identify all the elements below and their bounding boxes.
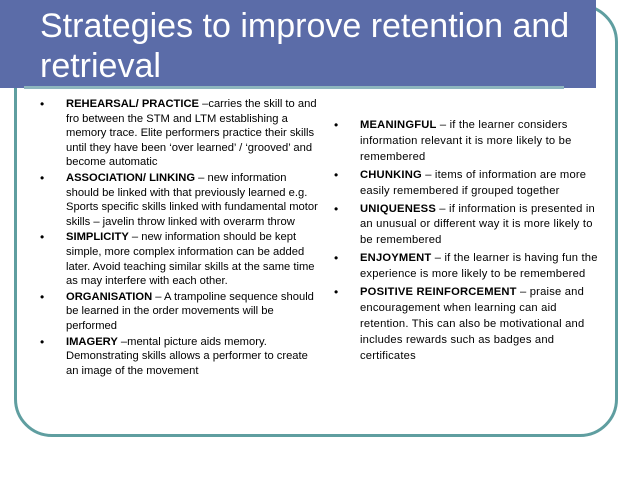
list-item <box>334 251 602 283</box>
list-item <box>40 290 320 334</box>
left-bullet-list <box>40 97 320 379</box>
item-text: – if the learner is having fun the experience is more likely to be remembered <box>360 252 598 281</box>
bullet-icon: • <box>334 118 339 132</box>
item-text: – new information should be linked with that previously learned e.g. Sports specific skills linked with fundamental motor skills – javelin throw linked with overarm throw <box>66 171 318 228</box>
item-term: POSITIVE REINFORCEMENT <box>360 286 517 299</box>
bullet-icon: • <box>334 167 339 182</box>
bullet-icon: • <box>334 201 339 216</box>
item-text: –mental picture aids memory. Demonstrating skills allows a performer to create an image of the movement <box>66 335 308 377</box>
item-term: ORGANISATION <box>66 290 153 303</box>
right-bullet-list <box>334 118 602 367</box>
list-item <box>334 118 602 166</box>
item-text: – praise and encouragement when learning can aid retention. This can also be motivational and includes rewards such as badges and certificates <box>360 286 585 362</box>
list-item <box>40 335 320 379</box>
item-term: UNIQUENESS <box>360 202 436 215</box>
list-item <box>40 230 320 288</box>
item-term: REHEARSAL/ PRACTICE <box>66 98 200 110</box>
item-text: – A trampoline sequence should be learned in the order movements will be performed <box>66 290 314 332</box>
bullet-icon: • <box>40 170 45 185</box>
list-item <box>40 97 320 170</box>
list-item <box>40 171 320 229</box>
item-text: – items of information are more easily remembered if grouped together <box>360 168 587 197</box>
item-term: ASSOCIATION/ LINKING <box>66 171 196 184</box>
title-underline <box>24 86 564 89</box>
item-term: ENJOYMENT <box>360 252 432 265</box>
bullet-icon: • <box>40 97 45 111</box>
item-term: IMAGERY <box>66 335 118 348</box>
item-text: – if the learner considers information relevant it is more likely to be remembered <box>360 119 572 163</box>
bullet-icon: • <box>40 289 45 304</box>
item-term: CHUNKING <box>360 168 422 181</box>
list-item <box>334 168 602 200</box>
list-item <box>334 285 602 365</box>
item-text: – if information is presented in an unusual or different way it is more likely to be remembered <box>360 202 595 247</box>
item-term: SIMPLICITY <box>66 231 129 244</box>
slide-title: Strategies to improve retention and retrieval <box>40 7 570 85</box>
bullet-icon: • <box>40 334 45 349</box>
title-bar <box>0 0 596 88</box>
bullet-icon: • <box>334 285 339 300</box>
list-item <box>334 202 602 250</box>
item-text: –carries the skill to and fro between the STM and LTM establishing a memory trace. Elite performers practice their skills until they have been ‘over learned’ / ‘grooved’ and become automatic <box>66 98 317 169</box>
item-text: – new information should be kept simple, more complex information can be added later. Avoid teaching similar skills at the same time as may interfere with each other. <box>66 231 315 288</box>
bullet-icon: • <box>40 230 45 245</box>
bullet-icon: • <box>334 251 339 266</box>
item-term: MEANINGFUL <box>360 119 437 131</box>
